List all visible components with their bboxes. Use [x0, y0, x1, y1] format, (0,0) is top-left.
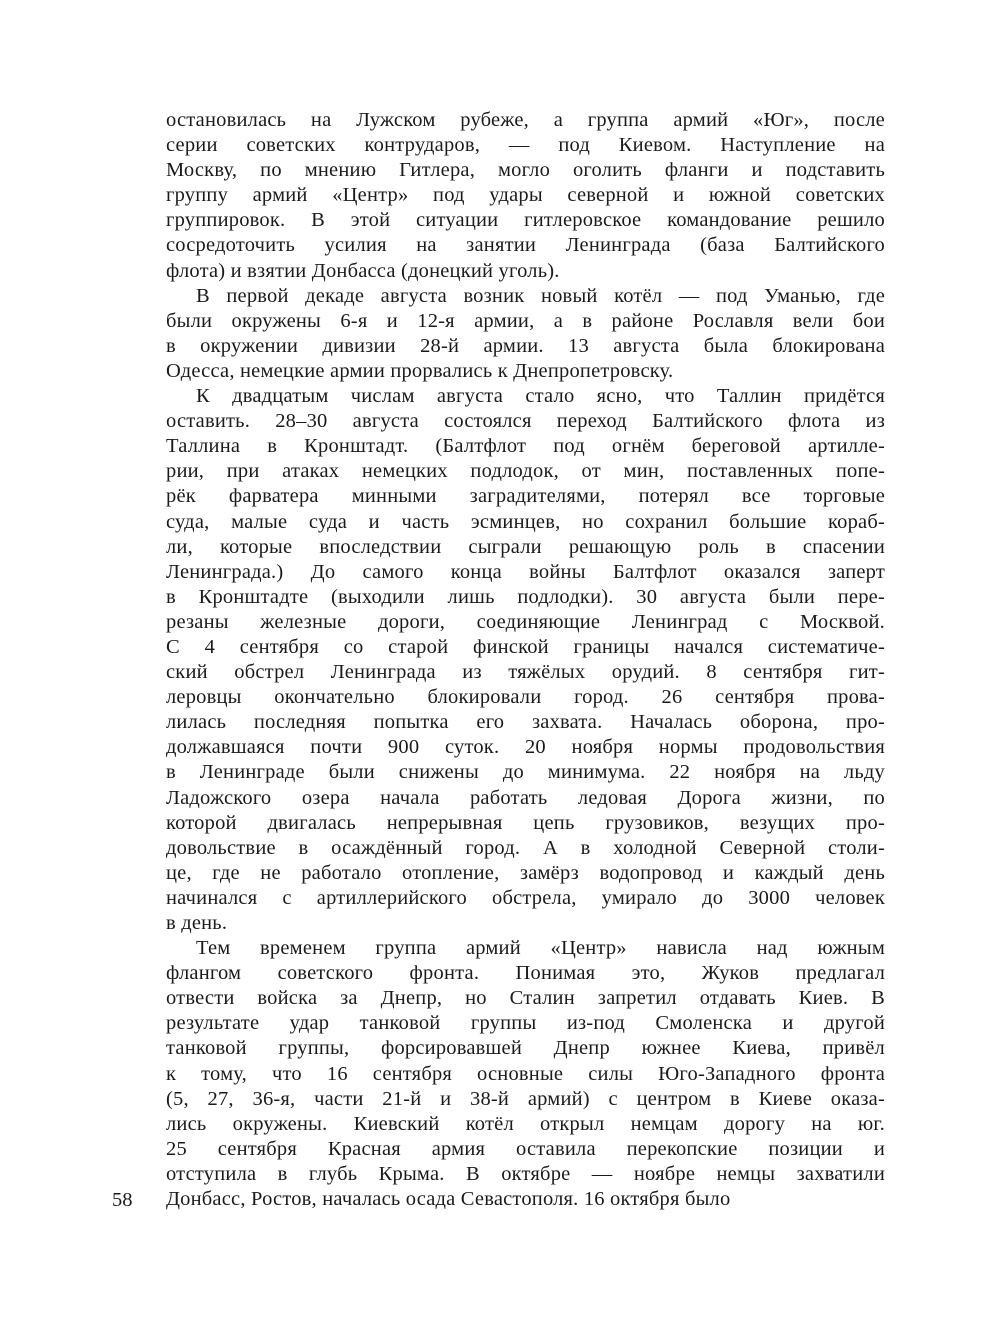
text-line: лись окружены. Киевский котёл открыл немцам дорогу на юг.: [166, 1112, 885, 1135]
text-line: лилась последняя попытка его захвата. Началась оборона, про-: [166, 711, 885, 734]
text-line: Донбасс, Ростов, началась осада Севастополя. 16 октября было: [166, 1188, 731, 1211]
text-line: серии советских контрударов, — под Киевом. Наступление на: [166, 134, 885, 157]
paragraph: [166, 384, 885, 936]
text-line: которой двигалась непрерывная цепь грузовиков, везущих про-: [166, 811, 885, 834]
text-line: Тем временем группа армий «Центр» нависла над южным: [196, 937, 885, 960]
text-line: Одесса, немецкие армии прорвались к Днепропетровску.: [166, 359, 674, 382]
text-line: суда, малые суда и часть эсминцев, но сохранил большие кораб-: [166, 510, 885, 533]
text-line: це, где не работало отопление, замёрз водопровод и каждый день: [166, 861, 885, 884]
text-line: к тому, что 16 сентября основные силы Юго-Западного фронта: [166, 1062, 885, 1085]
text-line: ли, которые впоследствии сыграли решающую роль в спасении: [166, 535, 885, 558]
text-line: леровцы окончательно блокировали город. 26 сентября прова-: [166, 686, 885, 709]
text-line: В первой декаде августа возник новый котёл — под Уманью, где: [196, 284, 885, 307]
text-line: остановилась на Лужском рубеже, а группа армий «Юг», после: [166, 109, 885, 131]
text-line: флангом советского фронта. Понимая это, Жуков предлагал: [166, 962, 885, 985]
text-line: флота) и взятии Донбасса (донецкий уголь).: [166, 259, 560, 282]
text-line: Таллина в Кронштадт. (Балтфлот под огнём береговой артилле-: [166, 435, 885, 458]
text-line: 25 сентября Красная армия оставила перекопские позиции и: [166, 1137, 885, 1160]
text-line: в окружении дивизии 28-й армии. 13 августа была блокирована: [166, 334, 885, 357]
text-line: К двадцатым числам августа стало ясно, что Таллин придётся: [196, 385, 885, 408]
text-line: танковой группы, форсировавшей Днепр южнее Киева, привёл: [166, 1037, 885, 1060]
text-line: отвести войска за Днепр, но Сталин запретил отдавать Киев. В: [166, 987, 885, 1010]
text-line: оставить. 28–30 августа состоялся переход Балтийского флота из: [166, 410, 885, 433]
text-line: в день.: [166, 912, 228, 934]
text-line: Москву, по мнению Гитлера, могло оголить фланги и подставить: [166, 159, 885, 182]
text-line: Ладожского озера начала работать ледовая Дорога жизни, по: [166, 786, 885, 809]
text-line: в Кронштадте (выходили лишь подлодки). 30 августа были пере-: [166, 585, 885, 608]
paragraph: [166, 108, 885, 284]
text-line: ский обстрел Ленинграда из тяжёлых орудий. 8 сентября гит-: [166, 661, 885, 684]
text-line: начинался с артиллерийского обстрела, умирало до 3000 человек: [166, 886, 885, 909]
text-line: группу армий «Центр» под удары северной и южной советских: [166, 184, 885, 207]
text-line: (5, 27, 36-я, части 21-й и 38-й армий) с центром в Киеве оказа-: [166, 1087, 885, 1110]
text-line: довольствие в осаждённый город. А в холодной Северной столи-: [166, 836, 885, 859]
text-line: резаны железные дороги, соединяющие Ленинград с Москвой.: [166, 610, 885, 633]
text-line: С 4 сентября со старой финской границы начался систематиче-: [166, 635, 885, 658]
text-line: были окружены 6-я и 12-я армии, а в районе Рославля вели бои: [166, 309, 885, 332]
text-line: Ленинграда.) До самого конца войны Балтфлот оказался заперт: [166, 560, 885, 583]
text-line: в Ленинграде были снижены до минимума. 22 ноября на льду: [166, 761, 885, 784]
text-line: должавшаяся почти 900 суток. 20 ноября нормы продовольствия: [166, 736, 885, 759]
text-line: результате удар танковой группы из-под Смоленска и другой: [166, 1012, 885, 1035]
text-line: рии, при атаках немецких подлодок, от мин, поставленных попе-: [166, 460, 885, 483]
text-line: отступила в глубь Крыма. В октябре — ноябре немцы захватили: [166, 1162, 885, 1185]
text-line: рёк фарватера минными заградителями, потерял все торговые: [166, 485, 885, 508]
paragraph: [166, 936, 885, 1212]
paragraph: [166, 284, 885, 384]
page-number: 58: [112, 1189, 133, 1211]
text-line: сосредоточить усилия на занятии Ленинграда (база Балтийского: [166, 234, 885, 257]
text-line: группировок. В этой ситуации гитлеровское командование решило: [166, 209, 885, 232]
body-text: [166, 108, 885, 1212]
